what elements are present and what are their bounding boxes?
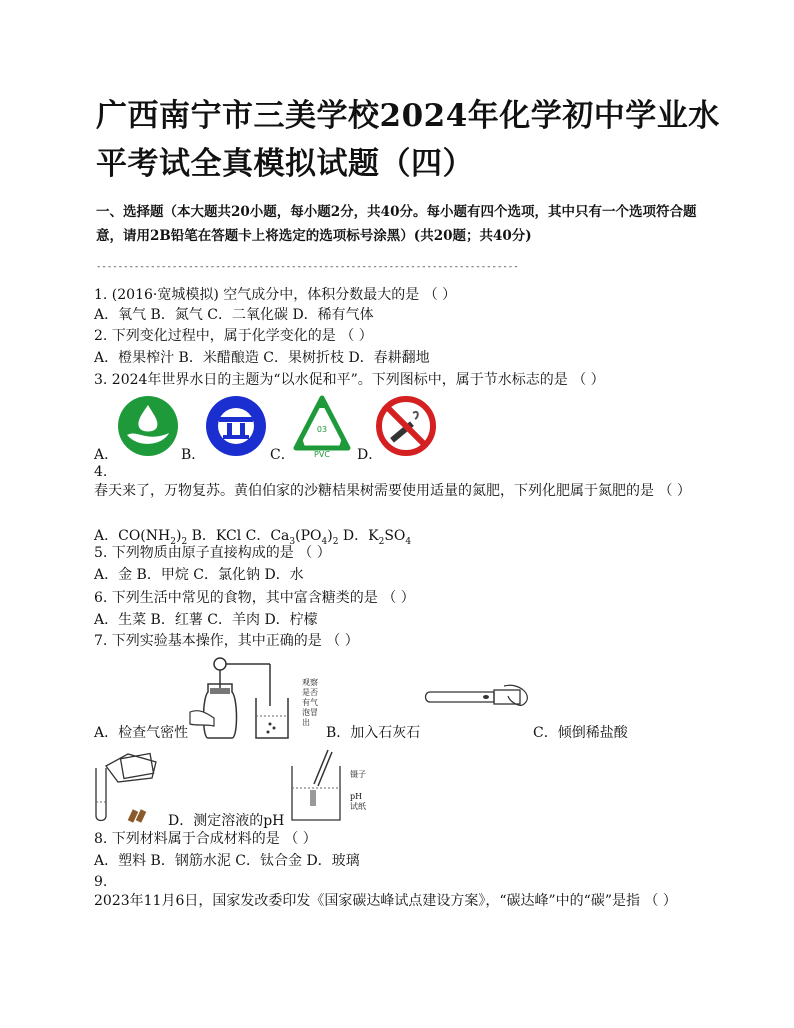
question-5-stem: 5. 下列物质由原子直接构成的是 （ ）	[94, 545, 331, 561]
ph-test-image	[288, 750, 348, 828]
q7-option-a: A．检查气密性	[94, 725, 189, 741]
paper-label: 试纸	[350, 802, 366, 811]
section-heading: 一、选择题（本大题共20小题，每小题2分，共40分。每小题有四个选项，其中只有一个选项符合题意，请用2B铅笔在答题卡上将选定的选项标号涂黑）(共20题；共40分)	[96, 204, 697, 244]
airtightness-apparatus-image	[190, 654, 300, 744]
separator-line: ------------------------------------------------------------------------------	[96, 262, 519, 272]
question-6-stem: 6. 下列生活中常见的食物，其中富含糖类的是 （ ）	[94, 590, 415, 606]
question-9-stem: 2023年11月6日，国家发改委印发《国家碳达峰试点建设方案》，“碳达峰”中的“碳”是指 （ ）	[94, 893, 677, 909]
q7-option-c: C．倾倒稀盐酸	[533, 725, 628, 741]
recycle-code: 03	[316, 425, 328, 434]
question-2-stem: 2. 下列变化过程中，属于化学变化的是 （ ）	[94, 328, 373, 344]
ph-labels	[350, 770, 366, 812]
tweezer-label: 镊子	[350, 770, 366, 779]
question-1-stem: 1. (2016·宽城模拟) 空气成分中，体积分数最大的是 （ ）	[94, 287, 457, 303]
test-tube-limestone-image	[424, 682, 534, 716]
question-4-number: 4.	[94, 464, 108, 480]
recycle-text: PVC	[314, 450, 330, 459]
question-8-options: A．塑料 B．钢筋水泥 C．钛合金 D．玻璃	[94, 853, 360, 869]
question-7-stem: 7. 下列实验基本操作，其中正确的是 （ ）	[94, 633, 359, 649]
question-1-options: A．氧气 B．氮气 C．二氧化碳 D．稀有气体	[94, 307, 374, 323]
q3-label-a: A．	[94, 447, 119, 463]
question-4-stem: 春天来了，万物复苏。黄伯伯家的沙糖桔果树需要使用适量的氮肥，下列化肥属于氮肥的是 （ ）	[94, 483, 691, 499]
question-8-stem: 8. 下列材料属于合成材料的是 （ ）	[94, 831, 317, 847]
question-9-number: 9.	[94, 874, 108, 890]
ph-label: pH	[350, 792, 363, 801]
water-saving-icon	[117, 395, 179, 461]
page-title: 广西南宁市三美学校2024年化学初中学业水平考试全真模拟试题（四）	[96, 98, 720, 182]
q7-option-b: B．加入石灰石	[326, 725, 421, 741]
q3-label-b: B．	[181, 447, 206, 463]
question-3-stem: 3. 2024年世界水日的主题为“以水促和平”。下列图标中，属于节水标志的是 （ ）	[94, 372, 605, 388]
question-5-options: A．金 B．甲烷 C．氯化钠 D．水	[94, 567, 304, 583]
water-blue-icon	[205, 395, 267, 461]
question-6-options: A．生菜 B．红薯 C．羊肉 D．柠檬	[94, 612, 318, 628]
observe-bubbles-note: 观察 是否 有气 泡冒 出	[302, 678, 318, 727]
q7-option-d: D．测定溶液的pH	[168, 813, 285, 829]
no-smoking-icon	[375, 395, 437, 461]
q3-label-d: D．	[357, 447, 383, 463]
recycle-icon	[290, 394, 354, 462]
question-4-options: A．$CO(NH_2)_2$ B．KCl C．$Ca_3(PO_4)_2$ D．$K_2SO_4$	[94, 528, 412, 547]
pouring-acid-image	[92, 744, 172, 828]
q3-label-c: C．	[270, 447, 295, 463]
question-2-options: A．橙果榨汁 B．米醋酿造 C．果树折枝 D．春耕翻地	[94, 350, 430, 366]
